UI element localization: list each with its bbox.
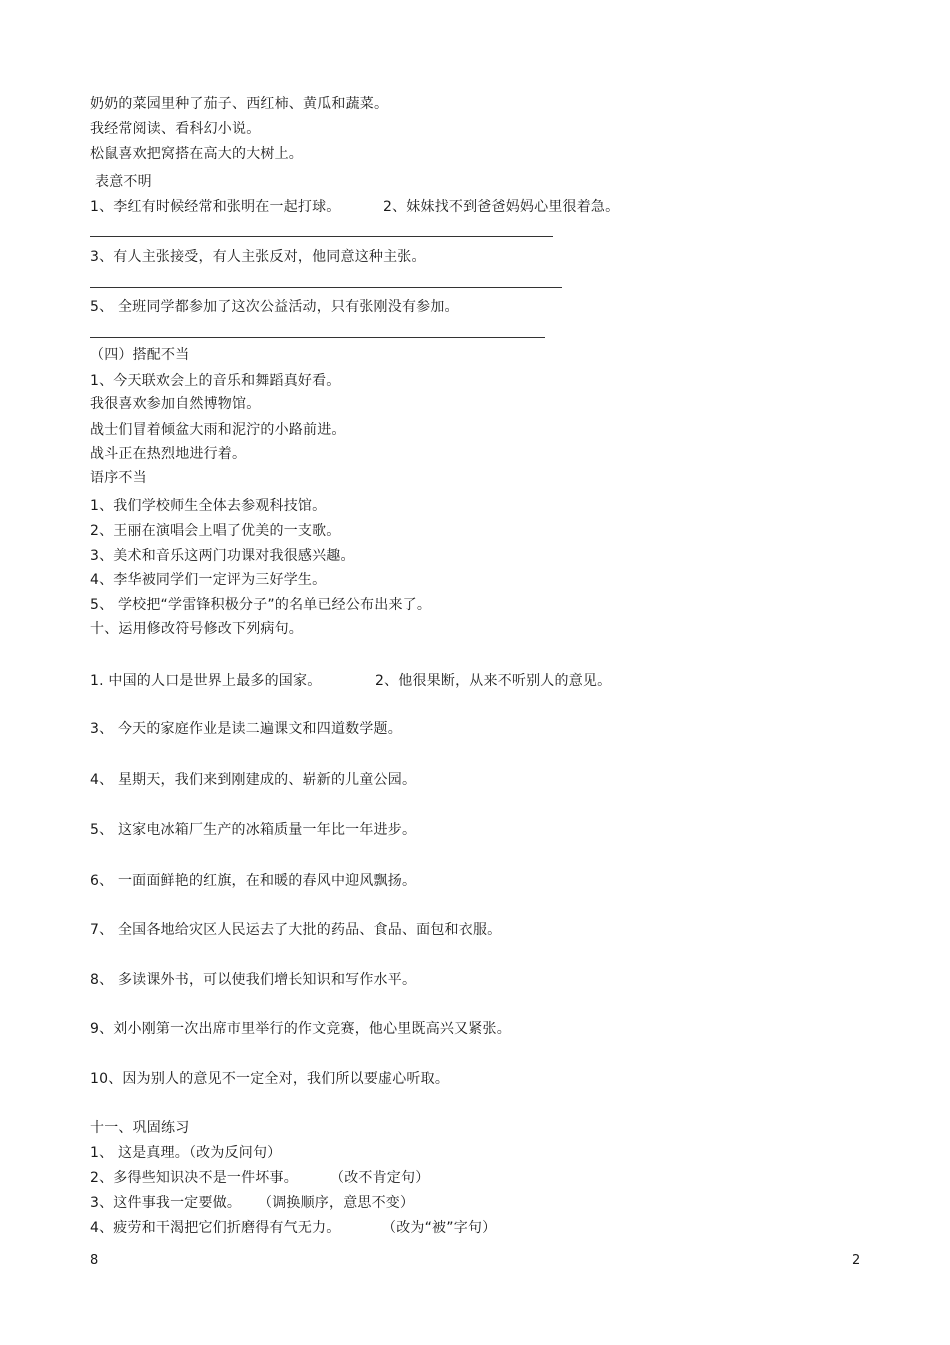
footer-page-right: 2 [852,1253,861,1268]
exercise-instruction: （调换顺序，意思不变） [258,1195,415,1211]
section-heading: 十、运用修改符号修改下列病句。 [90,621,303,637]
exercise-item: 1、 这是真理。（改为反问句） [90,1145,282,1161]
text-line: 奶奶的菜园里种了茄子、西红柿、黄瓜和蔬菜。 [90,96,389,112]
exercise-item: 战士们冒着倾盆大雨和泥泞的小路前进。 [90,422,346,438]
exercise-instruction: （改不肯定句） [330,1170,430,1186]
section-heading: 表意不明 [95,174,152,190]
exercise-item: 1、今天联欢会上的音乐和舞蹈真好看。 [90,373,341,389]
exercise-item: 2、妹妹找不到爸爸妈妈心里很着急。 [383,199,620,215]
section-heading: 语序不当 [90,470,147,486]
text-line: 松鼠喜欢把窝搭在高大的大树上。 [90,146,303,162]
exercise-item: 4、李华被同学们一定评为三好学生。 [90,572,327,588]
exercise-item: 10、因为别人的意见不一定全对，我们所以要虚心听取。 [90,1071,450,1087]
exercise-item: 8、 多读课外书，可以使我们增长知识和写作水平。 [90,972,417,988]
answer-line [90,287,562,288]
exercise-item: 2、他很果断，从来不听别人的意见。 [375,673,612,689]
exercise-item: 6、 一面面鲜艳的红旗，在和暖的春风中迎风飘扬。 [90,873,417,889]
exercise-item: 7、 全国各地给灾区人民运去了大批的药品、食品、面包和衣服。 [90,922,502,938]
exercise-item: 5、 这家电冰箱厂生产的冰箱质量一年比一年进步。 [90,822,417,838]
exercise-item: 9、刘小刚第一次出席市里举行的作文竞赛，他心里既高兴又紧张。 [90,1021,511,1037]
exercise-item: 4、疲劳和干渴把它们折磨得有气无力。 [90,1220,341,1236]
exercise-item: 5、 全班同学都参加了这次公益活动，只有张刚没有参加。 [90,299,459,315]
footer-page-left: 8 [90,1253,99,1268]
exercise-item: 1、我们学校师生全体去参观科技馆。 [90,498,327,514]
section-heading: 十一、巩固练习 [90,1120,190,1136]
text-line: 我经常阅读、看科幻小说。 [90,121,261,137]
exercise-item: 战斗正在热烈地进行着。 [90,446,247,462]
exercise-item: 1. 中国的人口是世界上最多的国家。 [90,673,322,689]
exercise-item: 3、有人主张接受，有人主张反对，他同意这种主张。 [90,249,426,265]
answer-line [90,337,545,338]
exercise-instruction: （改为“被”字句） [382,1220,497,1236]
exercise-item: 1、李红有时候经常和张明在一起打球。 [90,199,341,215]
exercise-item: 3、这件事我一定要做。 [90,1195,242,1211]
exercise-item: 5、 学校把“学雷锋积极分子”的名单已经公布出来了。 [90,597,432,613]
section-heading: （四）搭配不当 [90,347,190,363]
exercise-item: 我很喜欢参加自然博物馆。 [90,396,261,412]
exercise-item: 4、 星期天，我们来到刚建成的、崭新的儿童公园。 [90,772,417,788]
exercise-item: 3、 今天的家庭作业是读二遍课文和四道数学题。 [90,721,402,737]
exercise-item: 2、多得些知识决不是一件坏事。 [90,1170,298,1186]
answer-line [90,236,553,237]
exercise-item: 2、王丽在演唱会上唱了优美的一支歌。 [90,523,341,539]
exercise-item: 3、美术和音乐这两门功课对我很感兴趣。 [90,548,355,564]
